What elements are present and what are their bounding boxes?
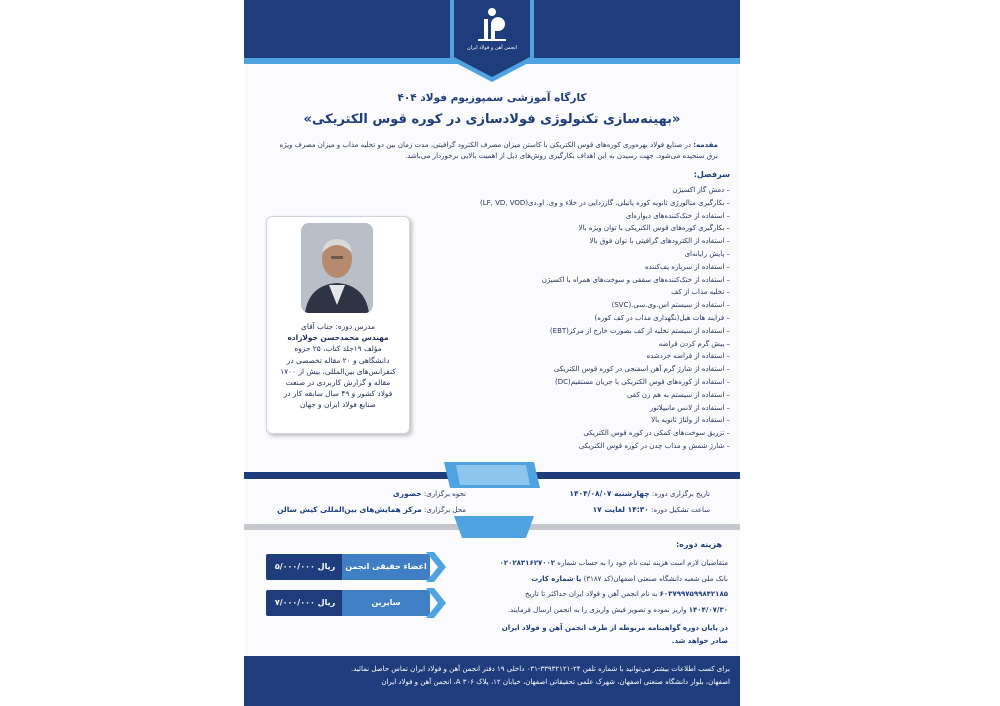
divider-stripe <box>244 516 740 538</box>
time-value: ۱۴:۳۰ لغایت ۱۷ <box>592 505 649 514</box>
list-item: – استفاده از کوره‌های قوس الکتریکی با جریان مستقیم(DC) <box>554 377 730 386</box>
venue-label: محل برگزاری: <box>421 506 466 514</box>
list-item: – استفاده از سیستم اس.وی.سی.(SVC) <box>611 301 730 310</box>
venue-value: مرکز همایش‌های بین‌المللی کیش سالن <box>277 505 422 514</box>
fees-heading: هزینه دوره: <box>675 540 722 549</box>
time-label: ساعت تشکیل دوره: <box>648 506 710 514</box>
card-label: یا شماره کارت <box>531 574 582 583</box>
chevron-left-icon <box>426 588 446 618</box>
instructor-photo <box>301 223 373 313</box>
list-item: – شارژ شمش و مذاب چدن در کوره قوس الکتریکی <box>578 441 730 450</box>
instructor-card <box>266 216 410 434</box>
list-item: – استفاده از خنک‌کننده‌های دیواره‌ای <box>625 211 730 220</box>
list-item: – استفاده از ولتاژ ثانویه بالا <box>651 416 730 425</box>
introduction <box>268 140 718 162</box>
list-item: – دمش گاز اکسیژن <box>672 186 730 194</box>
account-number: ۰۲۰۲۸۳۱۶۲۷۰۰۲ <box>499 559 556 567</box>
intro-label: مقدمه: <box>693 141 718 149</box>
list-item: – استفاده از قراضه خردشده <box>646 352 730 361</box>
syllabus-list <box>430 184 730 453</box>
poster <box>244 0 740 706</box>
list-item: – تزریق سوخت‌های کمکی در کوره قوس الکتریکی <box>583 429 730 438</box>
instructor-line: دانشگاهی و ۲۰ مقاله تخصصی در <box>286 355 390 365</box>
fees-text: واریز نموده و تصویر فیش واریزی را به انجمن ارسال فرمایند. <box>507 605 689 614</box>
list-item: – استفاده از الکترودهای گرافیتی با توان فوق بالا <box>589 237 730 246</box>
list-item: – تخلیه مذاب از کف <box>671 288 730 297</box>
logo-text: انجمن آهن و فولاد ایران <box>467 45 517 51</box>
list-item: – استفاده از سیستم تخلیه از کف بصورت خارج از مرکز(EBT) <box>549 326 730 335</box>
instructor-line: مؤلف ۱۹جلد کتاب، ۲۵ جزوه <box>294 344 382 354</box>
list-item: – بکارگیری کوره‌های قوس الکتریکی با توان ویژه بالا <box>578 224 730 233</box>
society-logo-icon <box>470 6 514 46</box>
instructor-line: صنایع فولاد ایران و جهان <box>300 400 376 410</box>
instructor-line: مقاله و گزارش کاربردی در صنعت <box>285 378 391 388</box>
list-item: – استفاده از سیستم به هم زن کفی <box>626 390 730 399</box>
mode-value: حضوری <box>392 489 422 498</box>
instructor-bio <box>273 321 403 411</box>
fees-text: متقاضیان لازم است هزینه ثبت نام خود را به حساب شماره <box>555 559 728 567</box>
date-value: چهارشنبه ۱۴۰۴/۰۸/۰۷ <box>569 489 650 498</box>
date-time-block <box>510 486 710 518</box>
workshop-subtitle: کارگاه آموزشی سمپوزیوم فولاد ۴۰۴ <box>397 92 587 104</box>
intro-text: در صنایع فولاد بهره‌وری کوره‌های قوس الکتریکی با کاستن میزان مصرف الکترود گرافیتی، مدت زمان بین دو تخلیه مذاب و میزان مصرف ویژه برق سنجیده می‌شود. جهت رسیدن به این اهداف بکارگیری روش‌های ذیل از اهمیت بالایی برخوردار می‌باشد. <box>279 141 718 160</box>
fees-instructions <box>492 556 728 618</box>
list-item: – فرایند هات هیل(نگهداری مذاب در کف کوره) <box>594 313 730 322</box>
list-item: – استفاده از خنک‌کننده‌های سقفی و سوخت‌های همراه با اکسیژن <box>541 275 730 284</box>
fees-text: بانک ملی شعبه دانشگاه صنعتی اصفهان(کد ۳۱۸۷) <box>581 574 728 583</box>
fee-others-price: ۷/۰۰۰/۰۰۰ ریال <box>266 590 344 616</box>
list-item: – استفاده از لانس مانیپلاتور <box>649 403 730 412</box>
list-item: – بکارگیری متالورژی ثانویه کوره پاتیلی، گاززدایی در خلاء و وی. او.دی(LF, VD, VOD) <box>480 198 730 207</box>
chevron-left-icon <box>426 552 446 582</box>
fee-members-price: ۵/۰۰۰/۰۰۰ ریال <box>266 554 344 580</box>
fees-text: به نام انجمن آهن و فولاد ایران حداکثر تا تاریخ <box>524 590 660 598</box>
syllabus-heading: سرفصل: <box>693 170 730 179</box>
date-label: تاریخ برگزاری دوره: <box>649 490 710 498</box>
person-icon <box>301 223 373 313</box>
divider-stripe <box>244 462 740 488</box>
list-item: – استفاده از شارژ گرم آهن اسفنجی در کوره قوس الکتریکی <box>553 365 730 374</box>
instructor-line: مهندس محمدحسن جولازاده <box>287 333 389 343</box>
workshop-title: «بهینه‌سازی تکنولوژی فولادسازی در کوره قوس الکتریکی» <box>303 112 681 127</box>
instructor-line: کنفرانس‌های بین‌المللی، بیش از ۱۷۰۰ <box>280 366 396 376</box>
card-number: ۶۰۳۷۹۹۷۵۹۹۸۴۲۱۸۵ <box>659 590 728 598</box>
footer-address: اصفهان، بلوار دانشگاه صنعتی اصفهان، شهرک علمی تحقیقاتی اصفهان، خیابان ۱۲، پلاک ۳۰۶ A، انجمن آهن و فولاد ایران <box>381 678 730 686</box>
list-item: – استفاده از سرباره پف‌کننده <box>644 262 730 271</box>
footer-contact <box>254 663 730 689</box>
payment-deadline: ۱۴۰۴/۰۷/۳۰ <box>688 605 728 614</box>
footer-phone: برای کسب اطلاعات بیشتر می‌توانید با شماره تلفن ۲۴-۳۳۹۳۲۱۲۱-۰۳۱ داخلی ۱۹ دفتر انجمن آهن و فولاد ایران تماس حاصل نمائید. <box>351 665 730 673</box>
list-item: – پیش گرم کردن قراضه <box>658 339 730 348</box>
fee-members-label: اعضاء حقیقی انجمن <box>342 554 430 580</box>
instructor-line: فولاد کشور و ۴۹ سال سابقه کار در <box>283 389 393 399</box>
mode-label: نحوه برگزاری: <box>421 490 466 498</box>
fee-others <box>266 588 442 618</box>
fee-others-label: سایرین <box>342 590 430 616</box>
instructor-line: مدرس دوره: جناب آقای <box>301 322 375 331</box>
list-item: – پایش رایانه‌ای <box>684 249 730 258</box>
certificate-note: در پایان دوره گواهینامه مربوطه از طرف انجمن آهن و فولاد ایران صادر خواهد شد. <box>501 624 728 645</box>
fee-members <box>266 552 442 582</box>
